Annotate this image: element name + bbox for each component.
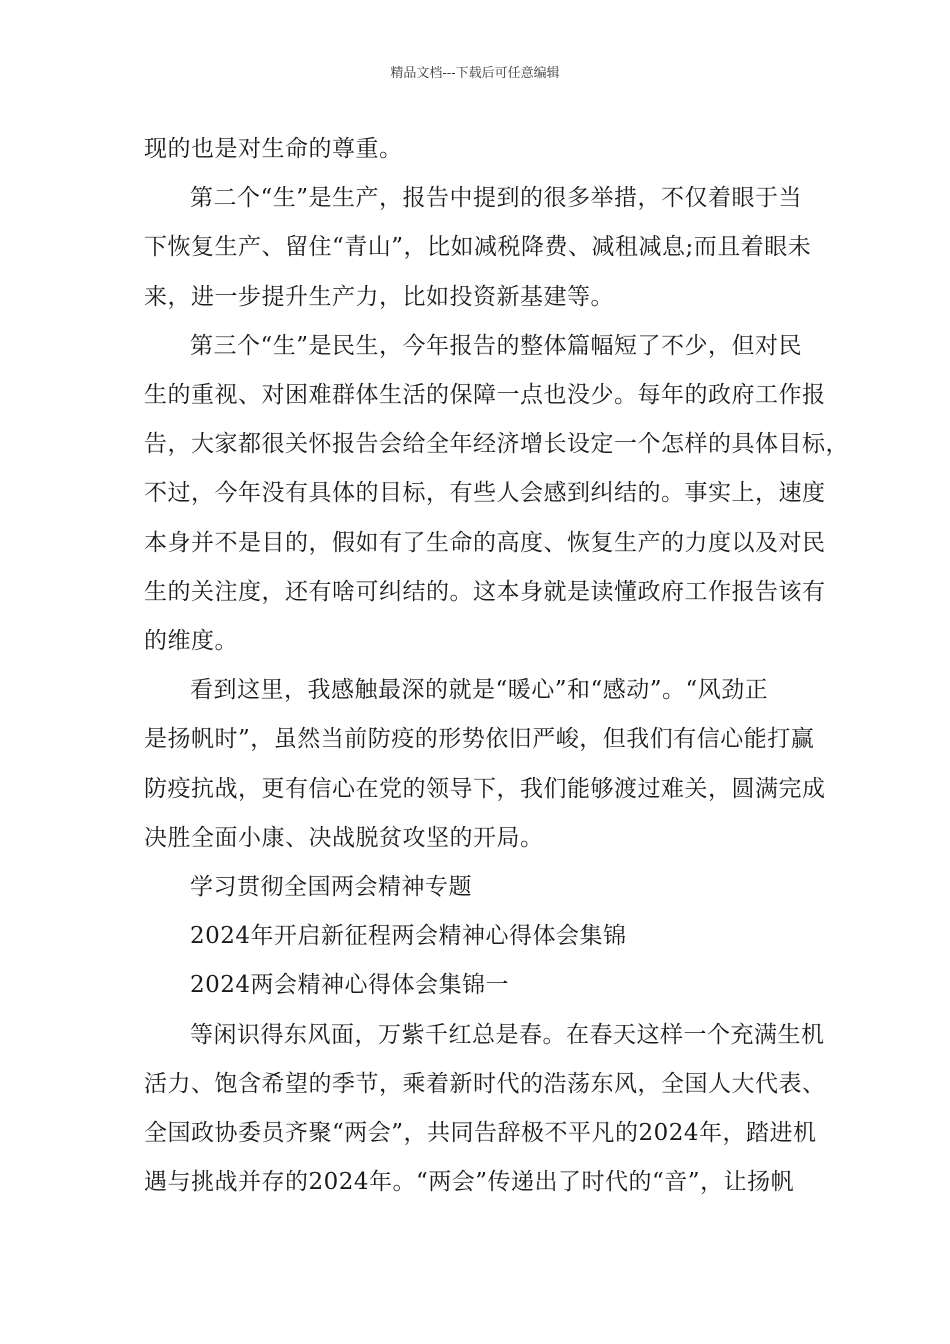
text-line: 告，大家都很关怀报告会给全年经济增长设定一个怎样的具体目标， — [144, 431, 849, 458]
document-body — [144, 125, 849, 1207]
text-line: 看到这里，我感触最深的就是“暖心”和“感动”。“风劲正 — [190, 677, 769, 704]
text-line: 决胜全面小康、决战脱贫攻坚的开局。 — [144, 824, 544, 851]
paragraph — [144, 322, 849, 666]
paragraph — [144, 174, 820, 322]
paragraph — [144, 1011, 826, 1208]
text-line: 学习贯彻全国两会精神专题 — [190, 874, 472, 901]
text-line: 的维度。 — [144, 628, 238, 655]
paragraph — [144, 961, 820, 1010]
text-line: 2024两会精神心得体会集锦一 — [190, 972, 510, 999]
paragraph — [144, 125, 820, 174]
text-line: 第三个“生”是民生，今年报告的整体篇幅短了不少，但对民 — [190, 332, 803, 359]
text-line: 全国政协委员齐聚“两会”，共同告辞极不平凡的2024年，踏进机 — [144, 1120, 817, 1147]
text-line: 现的也是对生命的尊重。 — [144, 136, 403, 162]
text-line: 生的关注度，还有啥可纠结的。这本身就是读懂政府工作报告该有 — [144, 578, 826, 605]
text-line: 下恢复生产、留住“青山”，比如减税降费、减租减息;而且着眼未 — [144, 234, 812, 261]
text-line: 活力、饱含希望的季节，乘着新时代的浩荡东风，全国人大代表、 — [144, 1070, 826, 1097]
text-line: 来，进一步提升生产力，比如投资新基建等。 — [144, 283, 614, 310]
text-line: 2024年开启新征程两会精神心得体会集锦 — [190, 923, 627, 950]
text-line: 不过，今年没有具体的目标，有些人会感到纠结的。事实上，速度 — [144, 480, 826, 507]
paragraph — [144, 666, 826, 863]
text-line: 遇与挑战并存的2024年。“两会”传递出了时代的“音”，让扬帆 — [144, 1169, 795, 1196]
paragraph — [144, 912, 820, 961]
text-line: 等闲识得东风面，万紫千红总是春。在春天这样一个充满生机 — [190, 1021, 825, 1048]
text-line: 生的重视、对困难群体生活的保障一点也没少。每年的政府工作报 — [144, 382, 826, 409]
text-line: 防疫抗战，更有信心在党的领导下，我们能够渡过难关，圆满完成 — [144, 775, 826, 802]
text-line: 本身并不是目的，假如有了生命的高度、恢复生产的力度以及对民 — [144, 529, 826, 556]
page-header: 精品文档---下载后可任意编辑 — [390, 66, 560, 81]
text-line: 是扬帆时”，虽然当前防疫的形势依旧严峻，但我们有信心能打赢 — [144, 726, 815, 753]
text-line: 第二个“生”是生产，报告中提到的很多举措，不仅着眼于当 — [190, 185, 803, 212]
paragraph — [144, 863, 820, 912]
